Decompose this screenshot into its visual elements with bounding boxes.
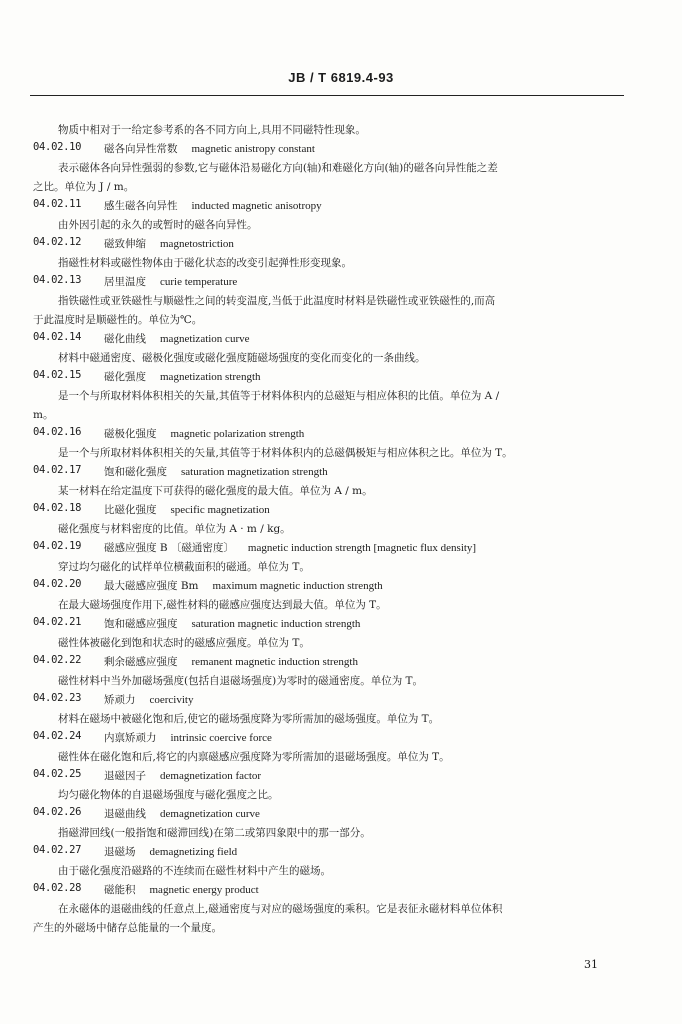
entry-term	[104, 331, 250, 346]
entry-term	[104, 730, 272, 745]
entry-term	[104, 236, 234, 251]
entry-definition: 指磁滞回线(一般指饱和磁滞回线)在第二或第四象限中的那一部分。	[58, 827, 371, 839]
entry-term-zh: 内禀矫顽力	[104, 732, 157, 744]
entry-term-zh: 矫顽力	[104, 694, 136, 706]
entry-term-en: maximum magnetic induction strength	[212, 580, 383, 592]
entry-term-en: magnetic induction strength [magnetic flux density]	[247, 542, 477, 554]
entry-term-en: intrinsic coercive force	[170, 732, 272, 744]
header-rule	[30, 95, 624, 96]
entry-number: 04.02.16	[33, 426, 82, 438]
entry-term-en: remanent magnetic induction strength	[191, 656, 358, 668]
entry-term	[104, 882, 259, 897]
entry-definition: 是一个与所取材料体积相关的矢量,其值等于材料体积内的总磁偶极矩与相应体积之比。单位为 T。	[58, 447, 513, 459]
entry-number: 04.02.18	[33, 502, 82, 514]
entry-term	[104, 806, 260, 821]
entry-definition-continued: 于此温度时是顺磁性的。单位为℃。	[33, 314, 203, 326]
entry-definition: 磁性体在磁化饱和后,将它的内禀磁感应强度降为零所需加的退磁场强度。单位为 T。	[58, 751, 450, 763]
entry-definition: 穿过均匀磁化的试样单位横截面积的磁通。单位为 T。	[58, 561, 310, 573]
entry-definition: 是一个与所取材料体积相关的矢量,其值等于材料体积内的总磁矩与相应体积的比值。单位为 A /	[58, 390, 500, 402]
entry-term-en: magnetization strength	[160, 371, 261, 383]
entry-term-en: demagnetization factor	[160, 770, 262, 782]
entry-term-zh: 剩余磁感应强度	[104, 656, 178, 668]
entry-definition: 由于磁化强度沿磁路的不连续而在磁性材料中产生的磁场。	[58, 865, 331, 877]
entry-definition: 指铁磁性或亚铁磁性与顺磁性之间的转变温度,当低于此温度时材料是铁磁性或亚铁磁性的,而高	[58, 295, 496, 307]
entry-term	[104, 578, 383, 593]
entry-term	[104, 654, 358, 669]
entry-term	[104, 502, 270, 517]
entry-number: 04.02.25	[33, 768, 82, 780]
entry-term-en: coercivity	[149, 694, 194, 706]
entry-term-zh: 磁致伸缩	[104, 238, 146, 250]
entry-number: 04.02.28	[33, 882, 82, 894]
document-header: JB / T 6819.4-93	[288, 70, 394, 85]
entry-term-en: specific magnetization	[170, 504, 270, 516]
entry-term-zh: 磁能积	[104, 884, 136, 896]
entry-definition: 磁化强度与材料密度的比值。单位为 A · m / kg。	[58, 523, 291, 535]
entry-number: 04.02.12	[33, 236, 82, 248]
entry-term-zh: 居里温度	[104, 276, 146, 288]
entry-definition: 在永磁体的退磁曲线的任意点上,磁通密度与对应的磁场强度的乘积。它是表征永磁材料单位体积	[58, 903, 503, 915]
entry-number: 04.02.22	[33, 654, 82, 666]
entry-term-zh: 饱和磁感应强度	[104, 618, 178, 630]
entry-term-zh: 磁化强度	[104, 371, 146, 383]
entry-term-zh: 退磁场	[104, 846, 136, 858]
entry-term-zh: 磁极化强度	[104, 428, 157, 440]
entry-term-en: magnetic polarization strength	[170, 428, 305, 440]
entry-term-zh: 退磁曲线	[104, 808, 146, 820]
entry-term-zh: 磁感应强度 B 〔磁通密度〕	[104, 542, 234, 554]
entry-term-en: inducted magnetic anisotropy	[191, 200, 322, 212]
entry-definition: 均匀磁化物体的自退磁场强度与磁化强度之比。	[58, 789, 279, 801]
entry-term-en: demagnetizing field	[149, 846, 238, 858]
entry-definition-continued: 之比。单位为 J / m。	[33, 181, 135, 193]
entry-definition: 材料在磁场中被磁化饱和后,使它的磁场强度降为零所需加的磁场强度。单位为 T。	[58, 713, 440, 725]
entry-number: 04.02.23	[33, 692, 82, 704]
entry-term-en: magnetic energy product	[149, 884, 259, 896]
entry-term-en: curie temperature	[160, 276, 238, 288]
intro-line: 物质中相对于一给定参考系的各不同方向上,具用不同磁特性现象。	[58, 124, 366, 136]
entry-term	[104, 616, 360, 631]
entry-term	[104, 768, 261, 783]
entry-term-en: magnetization curve	[160, 333, 250, 345]
entry-number: 04.02.11	[33, 198, 82, 210]
entry-number: 04.02.27	[33, 844, 82, 856]
entry-definition: 磁性材料中当外加磁场强度(包括自退磁场强度)为零时的磁通密度。单位为 T。	[58, 675, 424, 687]
entry-term	[104, 369, 261, 384]
entry-definition: 某一材料在给定温度下可获得的磁化强度的最大值。单位为 A / m。	[58, 485, 373, 497]
entry-term-zh: 最大磁感应强度 Bm	[104, 580, 199, 592]
entry-number: 04.02.24	[33, 730, 82, 742]
entry-term-zh: 磁各向异性常数	[104, 143, 178, 155]
entry-term	[104, 198, 322, 213]
page-number: 31	[584, 958, 598, 971]
entry-term-en: saturation magnetic induction strength	[191, 618, 361, 630]
entry-definition: 指磁性材料或磁性物体由于磁化状态的改变引起弹性形变现象。	[58, 257, 352, 269]
entry-term-zh: 饱和磁化强度	[104, 466, 167, 478]
entry-number: 04.02.13	[33, 274, 82, 286]
entry-number: 04.02.21	[33, 616, 82, 628]
entry-definition: 磁性体被磁化到饱和状态时的磁感应强度。单位为 T。	[58, 637, 310, 649]
entry-term	[104, 464, 328, 479]
entry-number: 04.02.26	[33, 806, 82, 818]
entry-number: 04.02.10	[33, 141, 82, 153]
entry-definition: 材料中磁通密度、磁极化强度或磁化强度随磁场强度的变化而变化的一条曲线。	[58, 352, 426, 364]
entry-term-en: magnetic anistropy constant	[191, 143, 315, 155]
entry-definition: 在最大磁场强度作用下,磁性材料的磁感应强度达到最大值。单位为 T。	[58, 599, 387, 611]
entry-number: 04.02.20	[33, 578, 82, 590]
entry-term-zh: 磁化曲线	[104, 333, 146, 345]
entry-term-zh: 比磁化强度	[104, 504, 157, 516]
entry-term-en: saturation magnetization strength	[181, 466, 328, 478]
entry-definition-continued: m。	[33, 409, 54, 421]
entry-term	[104, 844, 237, 859]
entry-term	[104, 426, 304, 441]
entry-number: 04.02.15	[33, 369, 82, 381]
entry-term	[104, 692, 193, 707]
entry-term-en: magnetostriction	[160, 238, 234, 250]
entry-term	[104, 540, 476, 555]
entry-number: 04.02.14	[33, 331, 82, 343]
entry-term	[104, 141, 315, 156]
entry-term-zh: 退磁因子	[104, 770, 146, 782]
entry-term	[104, 274, 237, 289]
entry-definition-continued: 产生的外磁场中储存总能量的一个量度。	[33, 922, 222, 934]
entry-term-zh: 感生磁各向异性	[104, 200, 178, 212]
entry-definition: 表示磁体各向异性强弱的参数,它与磁体沿易磁化方向(轴)和难磁化方向(轴)的磁各向异性能之差	[58, 162, 498, 174]
entry-definition: 由外因引起的永久的或暂时的磁各向异性。	[58, 219, 258, 231]
entry-number: 04.02.19	[33, 540, 82, 552]
entry-term-en: demagnetization curve	[160, 808, 260, 820]
entry-number: 04.02.17	[33, 464, 82, 476]
